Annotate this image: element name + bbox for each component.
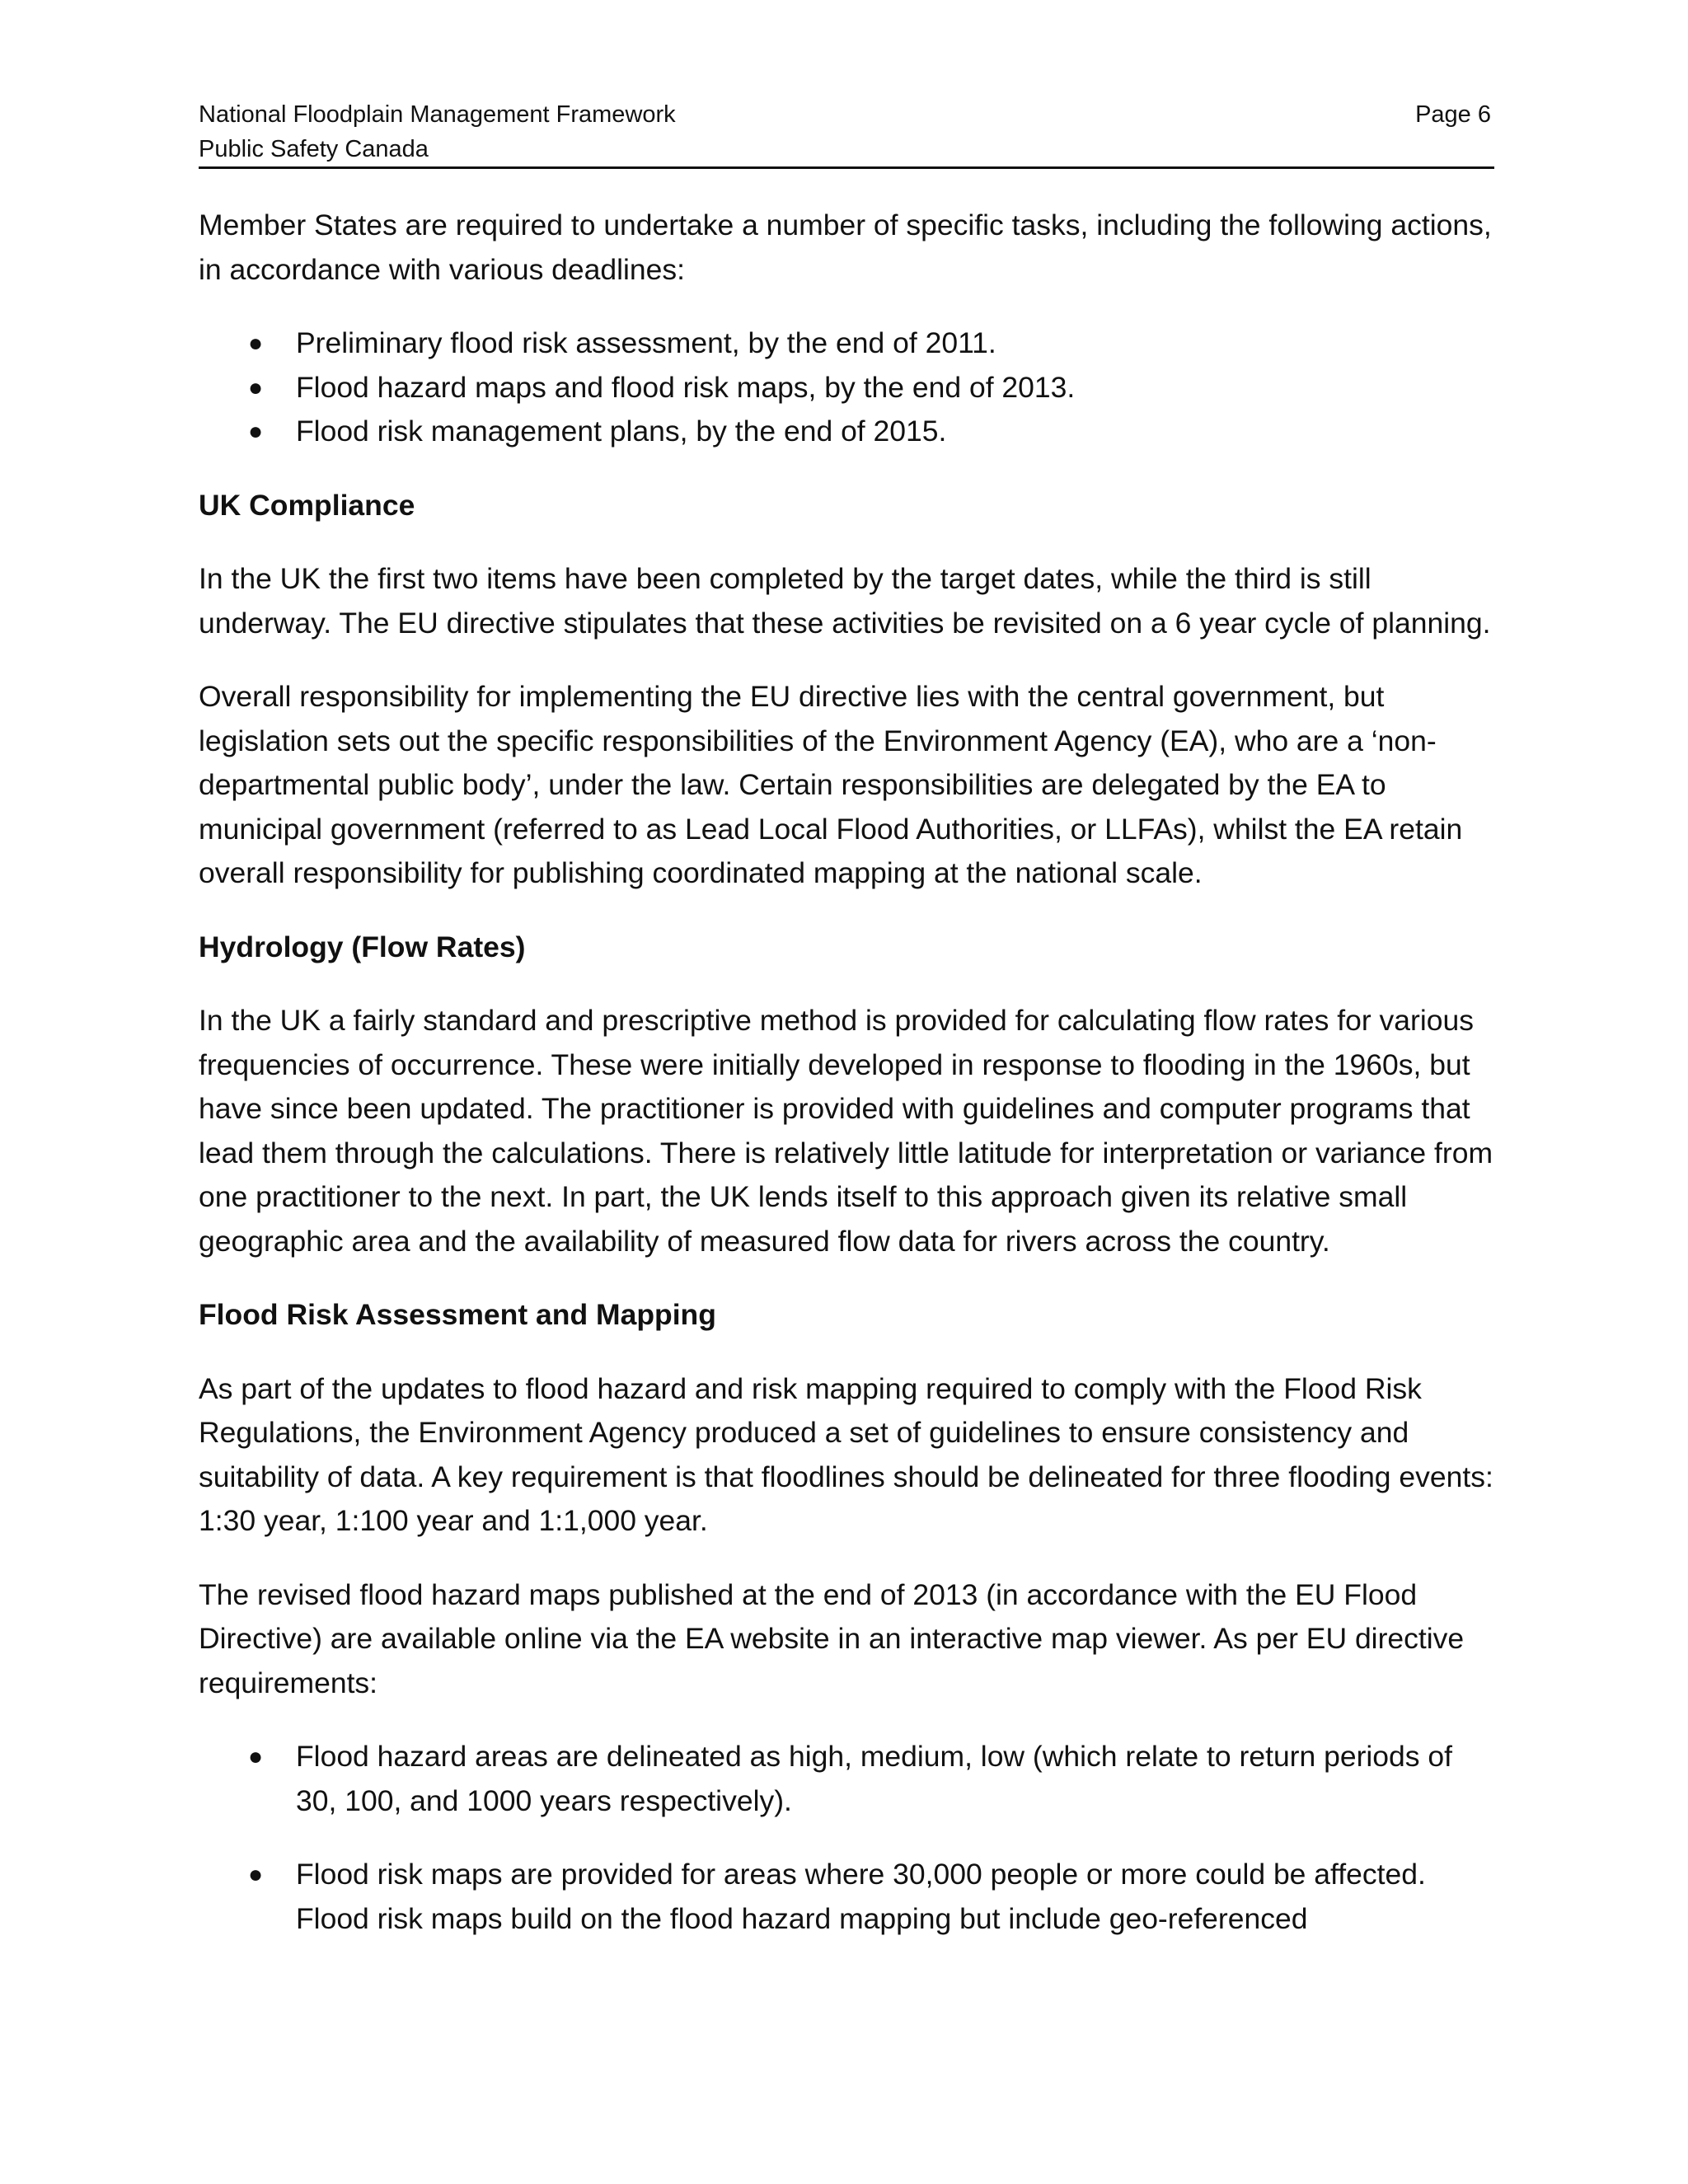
flood-risk-paragraph-2: The revised flood hazard maps published at the end of 2013 (in accordance with the EU Flood Directive) are available online via the EA website in an interactive map viewer. As per EU directive requirements: xyxy=(199,1577,1465,1699)
deadline-list xyxy=(199,321,1494,454)
list-item xyxy=(199,410,1494,454)
list-item xyxy=(199,1735,1494,1823)
bullet-icon: ● xyxy=(248,330,264,357)
bullet-icon: ● xyxy=(248,373,264,401)
hydrology-paragraph: In the UK a fairly standard and prescriptive method is provided for calculating flow rates for various frequencies of occurrence. These were initially developed in response to flooding in the 1960s, but have since been updated. The practitioner is provided with guidelines and computer programs that lead them through the calculations. There is relatively little latitude for interpretation or variance from one practitioner to the next. In part, the UK lends itself to this approach given its relative small geographic area and the availability of measured flow data for rivers across the country. xyxy=(199,1004,1493,1258)
document-page xyxy=(199,97,1494,1971)
page-header xyxy=(199,97,1494,169)
list-item-text: Flood risk maps are provided for areas where 30,000 people or more could be affected. Flood risk maps build on the flood hazard mapping but include geo-referenced xyxy=(296,1858,1426,1935)
list-item xyxy=(199,1853,1494,1941)
list-item xyxy=(199,321,1494,366)
uk-compliance-paragraph-1: In the UK the first two items have been completed by the target dates, while the third is still underway. The EU directive stipulates that these activities be revisited on a 6 year cycle of planning. xyxy=(199,562,1491,640)
section-heading-uk-compliance: UK Compliance xyxy=(199,488,415,522)
page-number: Page 6 xyxy=(1415,101,1491,128)
section-heading-flood-risk: Flood Risk Assessment and Mapping xyxy=(199,1298,716,1331)
flood-risk-paragraph-1: As part of the updates to flood hazard and risk mapping required to comply with the Flood Risk Regulations, the Environment Agency produced a set of guidelines to ensure consistency and suitability of data. A key requirement is that floodlines should be delineated for three flooding events: 1:30 year, 1:100 year and 1:1,000 year. xyxy=(199,1371,1493,1537)
header-title-line xyxy=(199,97,1494,132)
intro-paragraph: Member States are required to undertake a number of specific tasks, including the following actions, in accordance with various deadlines: xyxy=(199,209,1492,286)
directive-requirements-list xyxy=(199,1735,1494,1941)
bullet-icon: ● xyxy=(248,418,264,445)
document-body xyxy=(199,204,1494,1941)
list-item-text: Flood hazard areas are delineated as high, medium, low (which relate to return periods of 30, 100, and 1000 years respectively). xyxy=(296,1740,1453,1817)
header-organization: Public Safety Canada xyxy=(199,136,429,162)
bullet-icon: ● xyxy=(248,1861,264,1888)
document-title: National Floodplain Management Framework xyxy=(199,101,676,128)
list-item-text: Preliminary flood risk assessment, by the end of 2011. xyxy=(296,326,996,359)
bullet-icon: ● xyxy=(248,1743,264,1770)
uk-compliance-paragraph-2: Overall responsibility for implementing the EU directive lies with the central government, but legislation sets out the specific responsibilities of the Environment Agency (EA), who are a ‘non-departmental public body’, under the law. Certain responsibilities are delegated by the EA to municipal government (referred to as Lead Local Flood Authorities, or LLFAs), whilst the EA retain overall responsibility for publishing coordinated mapping at the national scale. xyxy=(199,680,1463,889)
list-item-text: Flood hazard maps and flood risk maps, by the end of 2013. xyxy=(296,370,1076,404)
list-item-text: Flood risk management plans, by the end of 2015. xyxy=(296,415,947,448)
list-item xyxy=(199,366,1494,410)
section-heading-hydrology: Hydrology (Flow Rates) xyxy=(199,930,526,963)
